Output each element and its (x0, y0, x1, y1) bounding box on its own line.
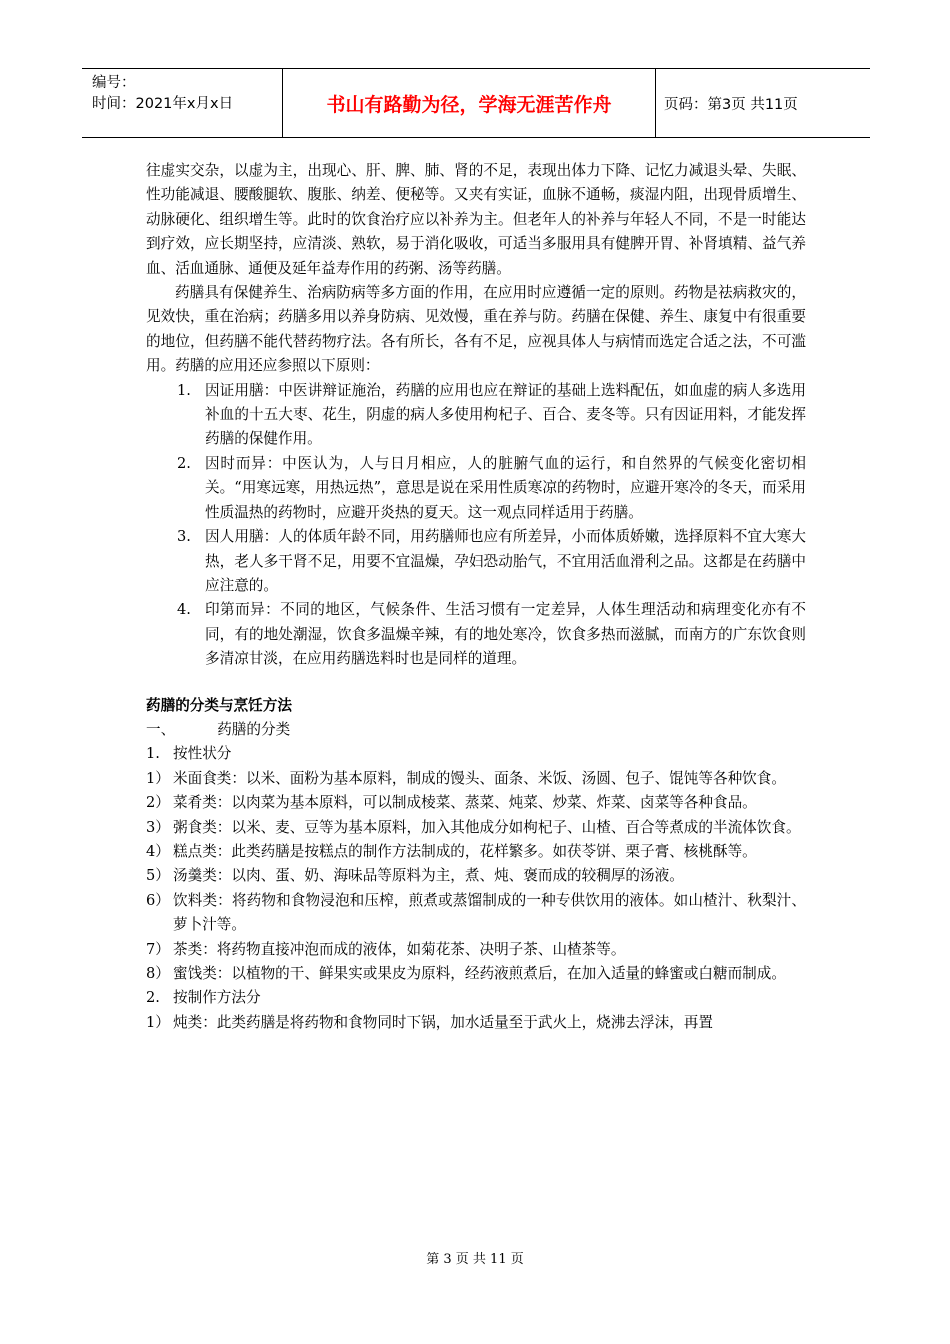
list-item (146, 938, 806, 962)
list-number: 1） (146, 1013, 170, 1031)
page-footer: 第 3 页 共 11 页 (426, 1252, 524, 1267)
list-text: 因人用膳：人的体质年龄不同，用药膳师也应有所差异，小而体质娇嫩，选择原料不宜大寒大热，老人多干肾不足，用要不宜温燥，孕妇恐动胎气，不宜用活血滑利之品。这都是在药膳中应注意的。 (205, 528, 806, 594)
list-text: 粥食类：以米、麦、豆等为基本原料，加入其他成分如枸杞子、山楂、百合等煮成的半流体饮食。 (173, 818, 801, 836)
list-text: 米面食类：以米、面粉为基本原料，制成的馒头、面条、米饭、汤圆、包子、馄饨等各种饮食。 (173, 769, 786, 787)
principles-list (146, 379, 806, 672)
list-item (146, 767, 806, 791)
list-item (146, 379, 806, 452)
list-number: 2. (177, 454, 191, 472)
group-number: 1. (146, 745, 160, 763)
list-number: 2） (146, 794, 170, 812)
group-heading (146, 986, 806, 1010)
section-heading: 药膳的分类与烹饪方法 (146, 696, 292, 714)
page-header (82, 68, 870, 138)
list-text: 汤羹类：以肉、蛋、奶、海味品等原料为主，煮、炖、褒而成的较稠厚的汤液。 (173, 867, 684, 885)
header-motto: 书山有路勤为径，学海无涯苦作舟 (282, 69, 656, 137)
list-item (146, 840, 806, 864)
list-item (146, 889, 806, 938)
list-text: 因证用膳：中医讲辩证施治，药膳的应用也应在辩证的基础上选料配伍，如血虚的病人多选用补血的十五大枣、花生，阴虚的病人多使用枸杞子、百合、麦冬等。只有因证用料，才能发挥药膳的保健作用。 (205, 381, 806, 448)
list-number: 7） (146, 940, 170, 958)
paragraph: 往虚实交杂，以虚为主，出现心、肝、脾、肺、肾的不足，表现出体力下降、记忆力减退头晕、失眠、性功能减退、腰酸腿软、腹胀、纳差、便秘等。又夹有实证，血脉不通畅，痰湿内阻，出现骨质增生、动脉硬化、组织增生等。此时的饮食治疗应以补养为主。但老年人的补养与年轻人不同，不是一时能达到疗效，应长期坚持，应清淡、熟软，易于消化吸收，可适当多服用具有健脾开胃、补肾填精、益气养血、活血通脉、通便及延年益寿作用的药粥、汤等药膳。 (146, 162, 806, 277)
list-number: 1） (146, 769, 170, 787)
list-text: 因时而异：中医认为，人与日月相应，人的脏腑气血的运行，和自然界的气候变化密切相关。“用寒远寒，用热远热”，意思是说在采用性质寒凉的药物时，应避开寒冷的冬天，而采用性质温热的药物时，应避开炎热的夏天。这一观点同样适用于药膳。 (205, 454, 806, 521)
list-text: 糕点类：此类药膳是按糕点的制作方法制成的，花样繁多。如茯苓饼、栗子膏、核桃酥等。 (173, 842, 757, 860)
header-page-info: 页码：第3页 共11页 (664, 96, 798, 113)
group-number: 2. (146, 989, 160, 1007)
list-item (146, 525, 806, 598)
list-text: 菜肴类：以肉菜为基本原料，可以制成棱菜、蒸菜、炖菜、炒菜、炸菜、卤菜等各种食品。 (173, 794, 757, 812)
list-text: 炖类：此类药膳是将药物和食物同时下锅，加水适量至于武火上，烧沸去浮沫，再置 (173, 1013, 713, 1031)
list-text: 印第而异：不同的地区，气候条件、生活习惯有一定差异，人体生理活动和病理变化亦有不同，有的地处潮湿，饮食多温燥辛辣，有的地处寒冷，饮食多热而滋腻，而南方的广东饮食则多清凉甘淡，在应用药膳选料时也是同样的道理。 (205, 601, 806, 668)
list-item (146, 816, 806, 840)
list-item (146, 962, 806, 986)
part-number: 一、 (146, 720, 176, 738)
list-item (146, 864, 806, 888)
list-number: 3） (146, 818, 170, 836)
list-number: 8） (146, 965, 170, 982)
list-number: 3. (177, 528, 191, 546)
serial-label: 编号： (92, 75, 136, 91)
header-meta (82, 69, 282, 137)
list-text: 饮料类：将药物和食物浸泡和压榨，煎煮或蒸馏制成的一种专供饮用的液体。如山楂汁、秋梨汁、萝卜汁等。 (173, 891, 806, 934)
paragraph: 药膳具有保健养生、治病防病等多方面的作用，在应用时应遵循一定的原则。药物是祛病救灾的，见效快，重在治病；药膳多用以养身防病、见效慢，重在养与防。药膳在保健、养生、康复中有很重要的地位，但药膳不能代替药物疗法。各有所长，各有不足，应视具体人与病情而选定合适之法，不可滥用。药膳的应用还应参照以下原则： (146, 284, 806, 375)
group-heading (146, 742, 806, 766)
list-number: 4. (177, 601, 191, 619)
group-title: 按制作方法分 (173, 989, 261, 1007)
part-title: 药膳的分类 (217, 720, 291, 738)
list-item (146, 1011, 806, 1035)
part-heading (146, 718, 806, 742)
list-item (146, 452, 806, 525)
list-number: 4） (146, 842, 170, 860)
list-item (146, 598, 806, 671)
document-body (146, 159, 806, 1035)
list-number: 5） (146, 867, 170, 885)
group-title: 按性状分 (173, 745, 232, 763)
list-number: 6） (146, 891, 170, 909)
date-label: 时间：2021年x月x日 (92, 96, 234, 112)
list-item (146, 791, 806, 815)
list-text: 蜜饯类：以植物的干、鲜果实或果皮为原料，经药液煎煮后，在加入适量的蜂蜜或白糖而制成。 (173, 965, 786, 982)
list-text: 茶类：将药物直接冲泡而成的液体，如菊花茶、决明子茶、山楂茶等。 (173, 940, 626, 958)
list-number: 1. (177, 381, 191, 399)
